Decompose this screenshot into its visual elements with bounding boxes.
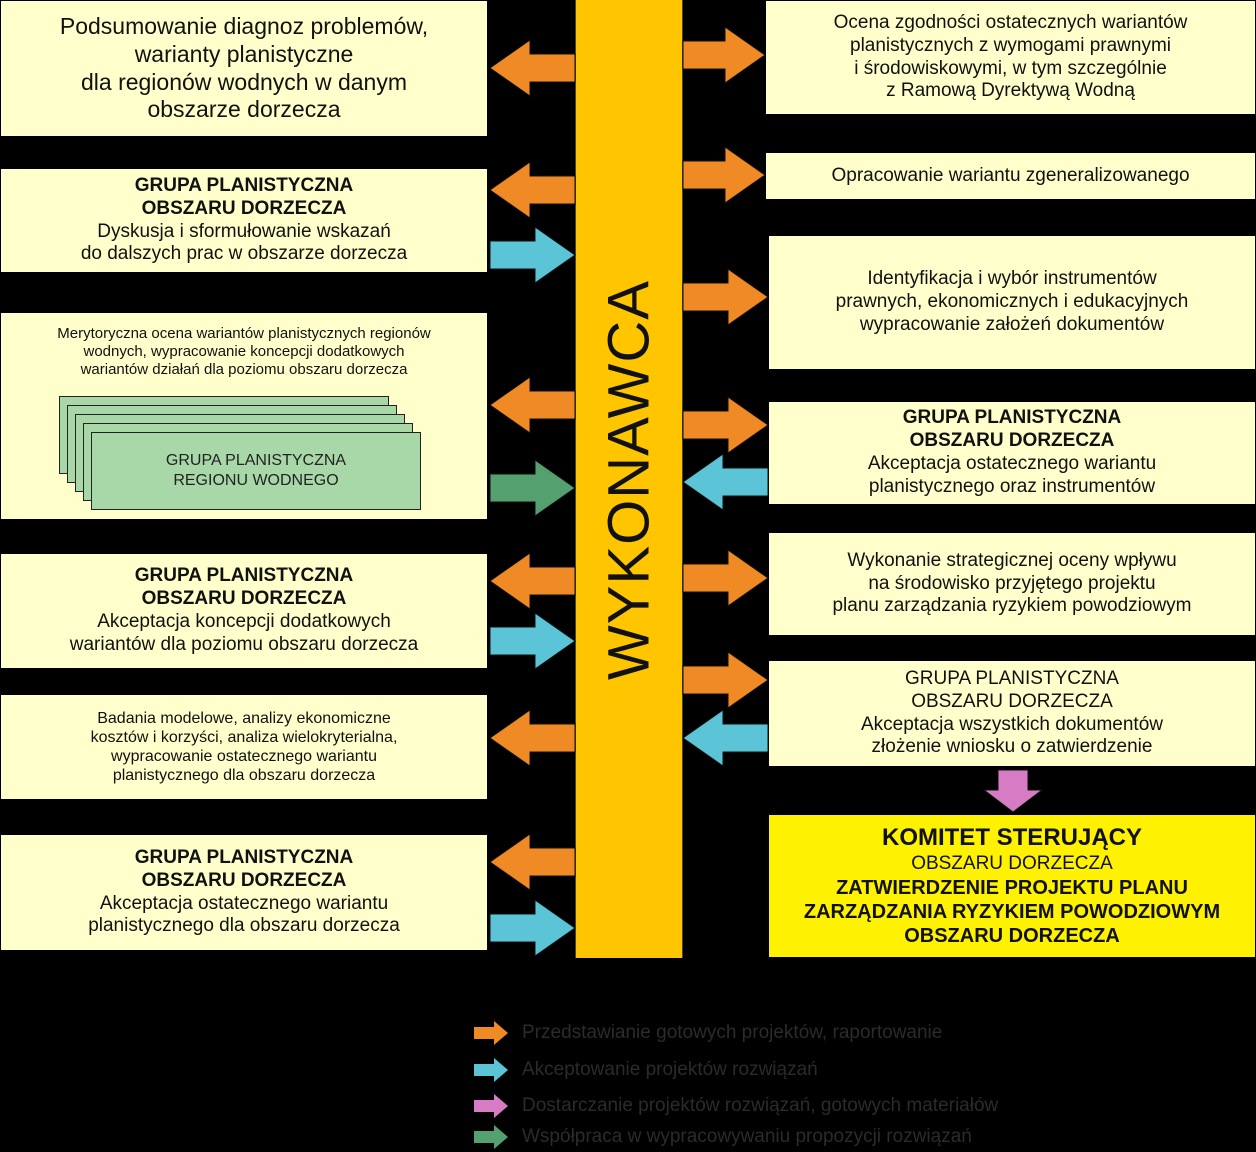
box-heading: GRUPA PLANISTYCZNA — [902, 407, 1122, 429]
legend-item-cooperation — [474, 1122, 972, 1152]
box-line: Ocena zgodności ostatecznych wariantów — [833, 11, 1188, 33]
arrow-left-orange — [490, 162, 575, 218]
legend-label: Dostarczanie projektów rozwiązań, gotowych materiałów — [522, 1095, 999, 1116]
committee-line: OBSZARU DORZECZA — [904, 924, 1120, 947]
box-line: wariantów dla poziomu obszaru dorzecza — [69, 633, 419, 655]
box-line: prawnych, ekonomicznych i edukacyjnych — [835, 291, 1189, 313]
box-heading: GRUPA PLANISTYCZNA — [134, 565, 354, 587]
arrow-right-cyan — [490, 613, 575, 669]
legend-label: Współpraca w wypracowywaniu propozycji rozwiązań — [522, 1126, 972, 1147]
arrow-right-orange — [683, 652, 768, 708]
box-line: Akceptacja wszystkich dokumentów — [860, 713, 1163, 735]
arrow-right-cyan — [490, 227, 575, 283]
box-line: wariantów działań dla poziomu obszaru dorzecza — [80, 361, 408, 378]
box-heading: GRUPA PLANISTYCZNA — [134, 846, 354, 868]
legend-label: Akceptowanie projektów rozwiązań — [522, 1059, 818, 1080]
legend-arrow-green-icon — [474, 1125, 508, 1149]
box-line: OBSZARU DORZECZA — [911, 690, 1113, 712]
box-line: Dyskusja i sformułowanie wskazań — [97, 220, 391, 242]
box-line: warianty planistyczne — [134, 40, 354, 67]
box-line: Opracowanie wariantu zgeneralizowanego — [831, 164, 1190, 186]
box-line: złożenie wniosku o zatwierdzenie — [871, 736, 1153, 758]
arrow-left-orange — [490, 377, 575, 433]
card-line: REGIONU WODNEGO — [173, 472, 339, 489]
box-line: GRUPA PLANISTYCZNA — [905, 667, 1119, 689]
box-line: Akceptacja ostatecznego wariantu — [99, 892, 389, 914]
legend-item-accepting — [474, 1055, 818, 1085]
arrow-right-orange — [683, 397, 768, 453]
arrow-left-orange — [490, 553, 575, 609]
committee-title: KOMITET STERUJĄCY — [881, 824, 1142, 852]
committee-line: ZATWIERDZENIE PROJEKTU PLANU — [836, 876, 1188, 899]
box-line: do dalszych prac w obszarze dorzecza — [80, 243, 408, 265]
arrow-right-orange — [683, 550, 768, 606]
arrow-left-orange — [490, 834, 575, 890]
arrow-left-orange — [490, 710, 575, 766]
committee-subtitle: OBSZARU DORZECZA — [911, 853, 1113, 874]
box-line: Identyfikacja i wybór instrumentów — [867, 268, 1157, 290]
box-line: planistycznego dla obszaru dorzecza — [112, 767, 376, 785]
box-line: i środowiskowymi, w tym szczególnie — [854, 57, 1167, 79]
arrow-right-green — [490, 460, 575, 516]
committee-line: ZARZĄDZANIA RYZYKIEM POWODZIOWYM — [803, 900, 1221, 923]
box-line: wypracowanie ostatecznego wariantu — [111, 748, 377, 765]
box-line: planu zarządzania ryzykiem powodziowym — [832, 595, 1192, 617]
legend-arrow-cyan-icon — [474, 1058, 508, 1082]
box-line: Badania modelowe, analizy ekonomiczne — [97, 709, 391, 727]
box-line: Podsumowanie diagnoz problemów, — [59, 13, 429, 40]
arrow-down-pink — [984, 770, 1042, 812]
box-line: Wykonanie strategicznej oceny wpływu — [847, 549, 1177, 571]
box-line: wodnych, wypracowanie koncepcji dodatkowych — [83, 343, 405, 360]
box-line: wypracowanie założeń dokumentów — [859, 313, 1165, 335]
box-line: Akceptacja ostatecznego wariantu — [867, 453, 1157, 474]
arrow-right-orange — [683, 147, 765, 203]
box-line: planistycznego dla obszaru dorzecza — [88, 915, 400, 937]
legend-item-delivering — [474, 1091, 998, 1121]
box-line: Merytoryczna ocena wariantów planistycznych regionów — [57, 325, 431, 342]
legend-arrow-pink-icon — [474, 1094, 508, 1118]
box-heading: OBSZARU DORZECZA — [141, 197, 347, 219]
box-line: planistycznego oraz instrumentów — [868, 475, 1156, 497]
arrow-right-orange — [683, 269, 768, 325]
card-line: GRUPA PLANISTYCZNA — [165, 452, 347, 469]
box-heading: GRUPA PLANISTYCZNA — [134, 174, 354, 196]
box-line: dla regionów wodnych w danym — [80, 68, 407, 95]
arrow-left-cyan — [683, 710, 768, 766]
box-line: z Ramową Dyrektywą Wodną — [886, 80, 1135, 102]
box-heading: OBSZARU DORZECZA — [141, 869, 347, 891]
box-line: Akceptacja koncepcji dodatkowych — [97, 611, 391, 632]
legend-label: Przedstawianie gotowych projektów, raportowanie — [522, 1022, 943, 1043]
box-line: obszarze dorzecza — [147, 96, 341, 123]
box-line: planistycznych z wymogami prawnymi — [850, 34, 1171, 56]
arrow-right-cyan — [490, 900, 575, 956]
box-line: na środowisko przyjętego projektu — [868, 572, 1156, 594]
box-line: kosztów i korzyści, analiza wielokryterialna, — [90, 728, 398, 746]
arrow-right-orange — [683, 27, 765, 83]
legend-arrow-orange-icon — [474, 1021, 508, 1045]
arrow-left-cyan — [683, 454, 768, 510]
executor-label: WYKONAWCA — [596, 280, 662, 680]
arrow-left-orange — [490, 40, 575, 96]
box-heading: OBSZARU DORZECZA — [909, 430, 1115, 452]
legend-item-reporting — [474, 1018, 942, 1048]
box-heading: OBSZARU DORZECZA — [141, 588, 347, 610]
